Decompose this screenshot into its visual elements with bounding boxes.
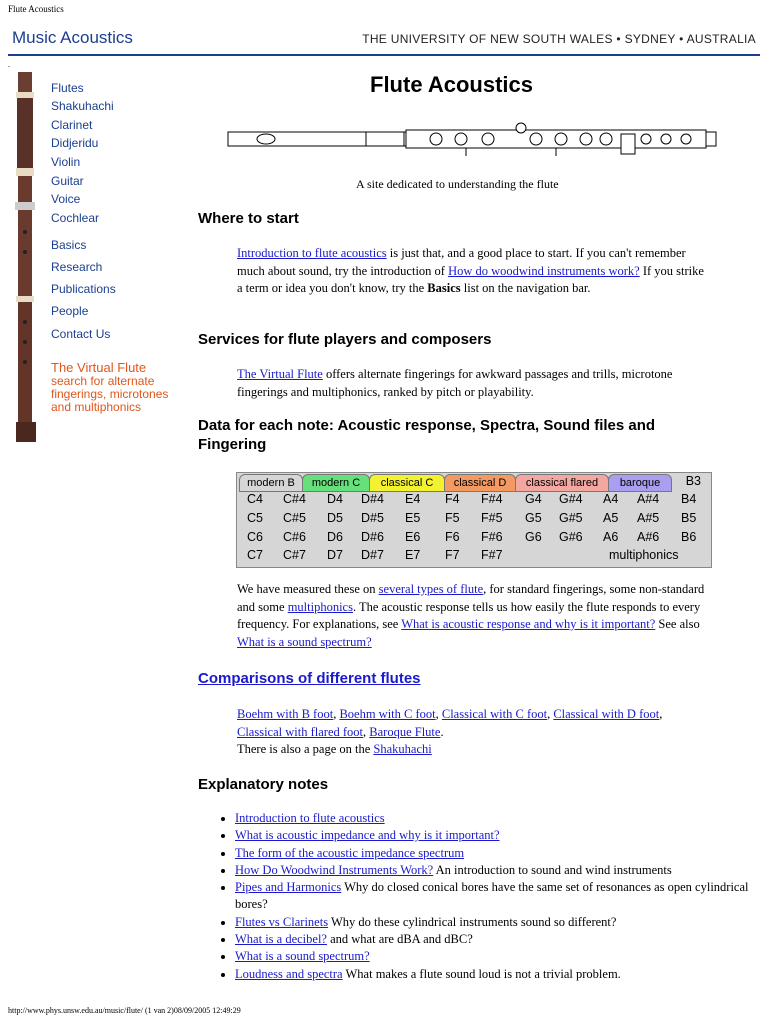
explanatory-text-3: An introduction to sound and wind instruments [433, 862, 672, 877]
nav-guitar[interactable]: Guitar [51, 174, 84, 188]
link-several-flutes[interactable]: several types of flute [378, 582, 484, 596]
tab-classical-C[interactable]: classical C [369, 474, 445, 492]
note-Gsharp6[interactable]: G#6 [559, 530, 583, 544]
multiphonics-link[interactable]: multiphonics [609, 548, 679, 562]
nav-publications[interactable]: Publications [51, 282, 116, 296]
explanatory-link-2[interactable]: The form of the acoustic impedance spectrum [235, 845, 465, 860]
virtual-flute-desc-1: search for alternate [51, 374, 155, 388]
heading-explanatory-notes: Explanatory notes [198, 776, 329, 793]
print-footer-url: http://www.phys.unsw.edu.au/music/flute/ (1 van 2)08/09/2005 12:49:29 [8, 1006, 241, 1015]
note-Dsharp5[interactable]: D#5 [361, 511, 384, 525]
services-text: offers alternate fingerings for awkward passages and trills, microtone fingerings and multiphonics, ranked by pitch or playability. [237, 367, 673, 399]
tab-modern-C[interactable]: modern C [302, 474, 370, 492]
university-name: THE UNIVERSITY OF NEW SOUTH WALES • SYDNEY • AUSTRALIA [362, 32, 756, 46]
explanatory-text-8: What makes a flute sound loud is not a trivial problem. [342, 966, 621, 981]
nav-clarinet[interactable]: Clarinet [51, 118, 93, 132]
comparisons-paragraph [237, 706, 707, 759]
note-D7[interactable]: D7 [327, 548, 343, 562]
note-B4[interactable]: B4 [681, 492, 697, 506]
list-item [235, 966, 765, 983]
services-paragraph [237, 366, 707, 401]
note-F4[interactable]: F4 [445, 492, 460, 506]
nav-contact-us[interactable]: Contact Us [51, 327, 111, 341]
measure-text-2: , for standard fingerings, some non-standard and some [237, 582, 705, 614]
note-Csharp7[interactable]: C#7 [283, 548, 306, 562]
link-multiphonics[interactable]: multiphonics [287, 599, 353, 614]
explanatory-text-4: Why do closed conical bores have the same set of resonances as open cylindrical bores? [235, 880, 749, 912]
link-compare-5[interactable]: Baroque Flute [369, 724, 441, 739]
explanatory-link-1[interactable]: What is acoustic impedance and why is it important? [235, 828, 500, 843]
link-sound-spectrum[interactable]: What is a sound spectrum? [237, 634, 372, 649]
note-C6[interactable]: C6 [247, 530, 263, 544]
modern-flute-drawing [226, 118, 718, 162]
site-name[interactable]: Music Acoustics [12, 28, 133, 47]
note-Csharp6[interactable]: C#6 [283, 530, 306, 544]
note-Fsharp5[interactable]: F#5 [481, 511, 503, 525]
compare-separator: , [547, 707, 554, 721]
heading-data-each-note: Data for each note: Acoustic response, Spectra, Sound files and Fingering [198, 417, 656, 453]
where-paragraph [237, 245, 707, 298]
note-Gsharp4[interactable]: G#4 [559, 492, 583, 506]
nav-didjeridu[interactable]: Didjeridu [51, 136, 99, 150]
list-item [235, 810, 765, 827]
nav-violin[interactable]: Violin [51, 155, 81, 169]
compare-separator: , [435, 707, 442, 721]
note-G4[interactable]: G4 [525, 492, 542, 506]
list-item [235, 879, 765, 914]
note-E5[interactable]: E5 [405, 511, 421, 525]
tab-classical-flared[interactable]: classical flared [515, 474, 609, 492]
explanatory-link-3[interactable]: How Do Woodwind Instruments Work? [235, 862, 434, 877]
note-Fsharp4[interactable]: F#4 [481, 492, 503, 506]
note-Dsharp4[interactable]: D#4 [361, 492, 384, 506]
link-virtual-flute[interactable]: The Virtual Flute [237, 367, 323, 381]
nav-people[interactable]: People [51, 304, 89, 318]
compare-separator: , [659, 707, 663, 721]
note-Fsharp7[interactable]: F#7 [481, 548, 503, 562]
measure-text-1: We have measured these on [237, 582, 379, 596]
note-b3[interactable]: B3 [685, 474, 701, 488]
note-Csharp5[interactable]: C#5 [283, 511, 306, 525]
note-D5[interactable]: D5 [327, 511, 343, 525]
link-intro-flute-acoustics[interactable]: Introduction to flute acoustics [237, 246, 387, 260]
compare-separator: . [440, 724, 444, 739]
tab-baroque[interactable]: baroque [608, 474, 672, 492]
note-E7[interactable]: E7 [405, 548, 421, 562]
baroque-flute-image [8, 72, 44, 446]
link-compare-2[interactable]: Classical with C foot [441, 707, 548, 721]
note-Fsharp6[interactable]: F#6 [481, 530, 503, 544]
site-banner [12, 28, 756, 54]
measurements-paragraph [237, 581, 707, 651]
link-how-woodwind-work[interactable]: How do woodwind instruments work? [448, 263, 640, 278]
list-item [235, 827, 765, 844]
note-C4[interactable]: C4 [247, 492, 263, 506]
explanatory-list [217, 810, 765, 983]
stray-mark: . [8, 60, 10, 69]
basics-bold: Basics [427, 281, 461, 295]
note-Asharp4[interactable]: A#4 [637, 492, 660, 506]
link-compare-4[interactable]: Classical with flared foot [237, 724, 364, 739]
list-item [235, 862, 765, 879]
explanatory-link-8[interactable]: Loudness and spectra [235, 966, 343, 981]
note-Asharp6[interactable]: A#6 [637, 530, 660, 544]
list-item [235, 948, 765, 965]
measure-text-4: See also [655, 617, 700, 631]
note-B6[interactable]: B6 [681, 530, 697, 544]
note-G5[interactable]: G5 [525, 511, 542, 525]
tab-modern-B[interactable]: modern B [239, 474, 303, 492]
virtual-flute-title[interactable]: The Virtual Flute [51, 360, 147, 375]
note-Csharp4[interactable]: C#4 [283, 492, 306, 506]
virtual-flute-desc-2: fingerings, microtones [51, 387, 169, 401]
note-Dsharp7[interactable]: D#7 [361, 548, 384, 562]
banner-rule [8, 54, 760, 56]
note-E4[interactable]: E4 [405, 492, 421, 506]
comparison-links [237, 707, 662, 739]
where-text-2: If you strike a term or idea you don't know, try the [237, 263, 704, 295]
explanatory-text-5: Why do these cylindrical instruments sound so different? [328, 914, 617, 929]
tab-classical-D[interactable]: classical D [444, 474, 516, 492]
heading-comparisons-link[interactable]: Comparisons of different flutes [198, 670, 421, 687]
note-A4[interactable]: A4 [603, 492, 619, 506]
note-E6[interactable]: E6 [405, 530, 421, 544]
nav-voice[interactable]: Voice [51, 192, 81, 206]
note-G6[interactable]: G6 [525, 530, 542, 544]
list-item [235, 914, 765, 931]
tagline: A site dedicated to understanding the flute [356, 177, 559, 191]
note-D6[interactable]: D6 [327, 530, 343, 544]
note-D4[interactable]: D4 [327, 492, 343, 506]
note-B5[interactable]: B5 [681, 511, 697, 525]
heading-services: Services for flute players and composers [198, 331, 492, 348]
link-acoustic-response[interactable]: What is acoustic response and why is it important? [401, 617, 656, 631]
sidebar [0, 66, 185, 451]
nav-shakuhachi[interactable]: Shakuhachi [51, 99, 114, 113]
where-text-3: list on the navigation bar. [460, 281, 591, 295]
also-text: There is also a page on the [237, 742, 374, 756]
nav-flutes[interactable]: Flutes [51, 81, 84, 95]
explanatory-link-4[interactable]: Pipes and Harmonics [235, 880, 342, 895]
measure-text-3: . The acoustic response tells us how easily the flute responds to every frequency. For explanations, see [237, 599, 701, 631]
compare-separator: , [363, 724, 370, 739]
explanatory-link-7[interactable]: What is a sound spectrum? [235, 949, 370, 964]
compare-separator: , [333, 707, 340, 721]
note-Asharp5[interactable]: A#5 [637, 511, 660, 525]
note-Gsharp5[interactable]: G#5 [559, 511, 583, 525]
virtual-flute-promo[interactable] [51, 360, 168, 414]
note-F6[interactable]: F6 [445, 530, 460, 544]
link-compare-3[interactable]: Classical with D foot [553, 707, 660, 721]
link-compare-0[interactable]: Boehm with B foot [237, 707, 334, 721]
heading-where-to-start: Where to start [198, 210, 299, 227]
explanatory-link-0[interactable]: Introduction to flute acoustics [235, 811, 385, 825]
where-text-1: is just that, and a good place to start. If you can't remember much about sound, try the introduction of [237, 246, 686, 278]
virtual-flute-desc-3: and multiphonics [51, 400, 142, 414]
nav-research[interactable]: Research [51, 260, 103, 274]
list-item [235, 931, 765, 948]
note-C7[interactable]: C7 [247, 548, 263, 562]
note-A5[interactable]: A5 [603, 511, 619, 525]
link-shakuhachi[interactable]: Shakuhachi [373, 742, 432, 756]
explanatory-text-6: and what are dBA and dBC? [326, 932, 473, 947]
note-A6[interactable]: A6 [603, 530, 619, 544]
explanatory-link-6[interactable]: What is a decibel? [235, 932, 327, 947]
nav-basics[interactable]: Basics [51, 238, 87, 252]
print-header-title: Flute Acoustics [8, 4, 64, 14]
link-compare-1[interactable]: Boehm with C foot [339, 707, 436, 721]
explanatory-link-5[interactable]: Flutes vs Clarinets [235, 914, 329, 929]
note-F7[interactable]: F7 [445, 548, 460, 562]
note-F5[interactable]: F5 [445, 511, 460, 525]
list-item [235, 845, 765, 862]
nav-cochlear[interactable]: Cochlear [51, 211, 100, 225]
note-Dsharp6[interactable]: D#6 [361, 530, 384, 544]
note-C5[interactable]: C5 [247, 511, 263, 525]
note-table [236, 472, 712, 568]
page-title: Flute Acoustics [370, 72, 533, 97]
